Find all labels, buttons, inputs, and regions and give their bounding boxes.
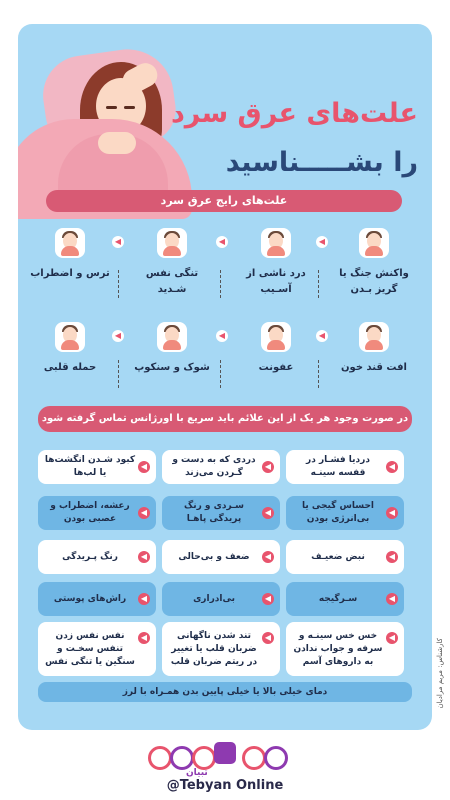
page-subtitle: را بشـــــناسید xyxy=(225,147,418,178)
cause-heart-attack: حمله قلبی xyxy=(30,322,110,376)
page-title: علت‌های عرق سرد xyxy=(170,98,418,129)
divider xyxy=(118,360,119,388)
symptom-card: ◀ راش‌های پوستی xyxy=(38,582,156,616)
breath-shortness-icon xyxy=(157,228,187,258)
infection-icon xyxy=(261,322,291,352)
fight-flight-icon xyxy=(359,228,389,258)
eye-right xyxy=(124,106,135,109)
pain-injury-icon xyxy=(261,228,291,258)
cause-shortness-of-breath: تنگی نفس شـدید xyxy=(132,228,212,298)
symptom-card: ◀ خس خس سینـه و سرفه و جواب ندادن به داروهای آسم xyxy=(286,622,404,676)
logo-circle xyxy=(264,746,288,770)
logo-circle xyxy=(242,746,266,770)
shock-syncope-icon xyxy=(157,322,187,352)
symptom-card: ◀ رنگ پـریدگی xyxy=(38,540,156,574)
arrow-left-icon: ◀ xyxy=(316,236,328,248)
symptom-card: ◀ تند شدن ناگهانی ضربان قلب یا تغییر در ریتم ضربان قلب xyxy=(162,622,280,676)
brand-name-fa: تبیان xyxy=(186,768,208,778)
arrow-left-icon: ◀ xyxy=(316,330,328,342)
common-causes-header: علت‌های رایج عرق سرد xyxy=(46,190,402,212)
cause-low-blood-sugar: افت قند خون xyxy=(334,322,414,376)
logo-circle xyxy=(148,746,172,770)
emergency-warning-header: در صورت وجود هر یک از این علائم باید سریع با اورژانس تماس گرفته شود xyxy=(38,406,412,432)
arrow-left-icon: ◀ xyxy=(262,461,274,473)
logo-circle xyxy=(170,746,194,770)
logo-circle xyxy=(192,746,216,770)
brand-handle: @Tebyan Online xyxy=(166,778,284,793)
arrow-left-icon: ◀ xyxy=(138,551,150,563)
eye-left xyxy=(106,106,117,109)
cause-fight-or-flight: واکنش جنگ یا گریز بـدن xyxy=(334,228,414,298)
arrow-left-icon: ◀ xyxy=(386,507,398,519)
symptom-card: ◀ نفس نفس زدن تنفس سخـت و سنگین یا تنگی نفس xyxy=(38,622,156,676)
divider xyxy=(220,360,221,388)
symptom-wide-card: دمای خیلی بالا یا خیلی پایین بدن همـراه با لرز xyxy=(38,682,412,702)
arm-illustration xyxy=(98,132,136,154)
arrow-left-icon: ◀ xyxy=(138,461,150,473)
tebyan-logo xyxy=(148,742,298,768)
logo-mark-icon xyxy=(214,742,236,764)
credit-text: کارشناس: مریم مرادیان xyxy=(436,638,444,709)
arrow-left-icon: ◀ xyxy=(262,507,274,519)
arrow-left-icon: ◀ xyxy=(262,632,274,644)
cause-injury-pain: درد ناشی از آسـیب xyxy=(236,228,316,298)
symptom-card: ◀ رعشه، اضطراب و عصبی بودن xyxy=(38,496,156,530)
arrow-left-icon: ◀ xyxy=(216,236,228,248)
arrow-left-icon: ◀ xyxy=(386,593,398,605)
symptom-card: ◀ سـرگیجه xyxy=(286,582,404,616)
symptom-card: ◀ دردیا فشـار در قفسه سینـه xyxy=(286,450,404,484)
symptom-card: ◀ بی‌ادراری xyxy=(162,582,280,616)
cause-shock-syncope: شوک و سنکوپ xyxy=(132,322,212,376)
arrow-left-icon: ◀ xyxy=(216,330,228,342)
arrow-left-icon: ◀ xyxy=(112,330,124,342)
arrow-left-icon: ◀ xyxy=(138,507,150,519)
arrow-left-icon: ◀ xyxy=(386,461,398,473)
infographic-panel xyxy=(18,24,432,730)
divider xyxy=(220,270,221,298)
arrow-left-icon: ◀ xyxy=(386,551,398,563)
symptom-card: ◀ ضعف و بی‌حالی xyxy=(162,540,280,574)
divider xyxy=(118,270,119,298)
symptom-card: ◀ دردی که به دست و گـردن می‌زند xyxy=(162,450,280,484)
divider xyxy=(318,270,319,298)
arrow-left-icon: ◀ xyxy=(386,632,398,644)
arrow-left-icon: ◀ xyxy=(112,236,124,248)
symptom-card: ◀ سـردی و رنگ پریدگی پاهـا xyxy=(162,496,280,530)
arrow-left-icon: ◀ xyxy=(138,632,150,644)
symptom-card: ◀ نبض ضعیـف xyxy=(286,540,404,574)
low-blood-sugar-icon xyxy=(359,322,389,352)
cause-infection: عفونت xyxy=(236,322,316,376)
cause-fear-anxiety: ترس و اضطراب xyxy=(30,228,110,282)
arrow-left-icon: ◀ xyxy=(262,551,274,563)
arrow-left-icon: ◀ xyxy=(138,593,150,605)
symptom-card: ◀ کبود شـدن انگشت‌ها یا لب‌ها xyxy=(38,450,156,484)
divider xyxy=(318,360,319,388)
heart-attack-icon xyxy=(55,322,85,352)
arrow-left-icon: ◀ xyxy=(262,593,274,605)
fear-anxiety-icon xyxy=(55,228,85,258)
symptom-card: ◀ احساس گیجی یا بی‌انرژی بودن xyxy=(286,496,404,530)
